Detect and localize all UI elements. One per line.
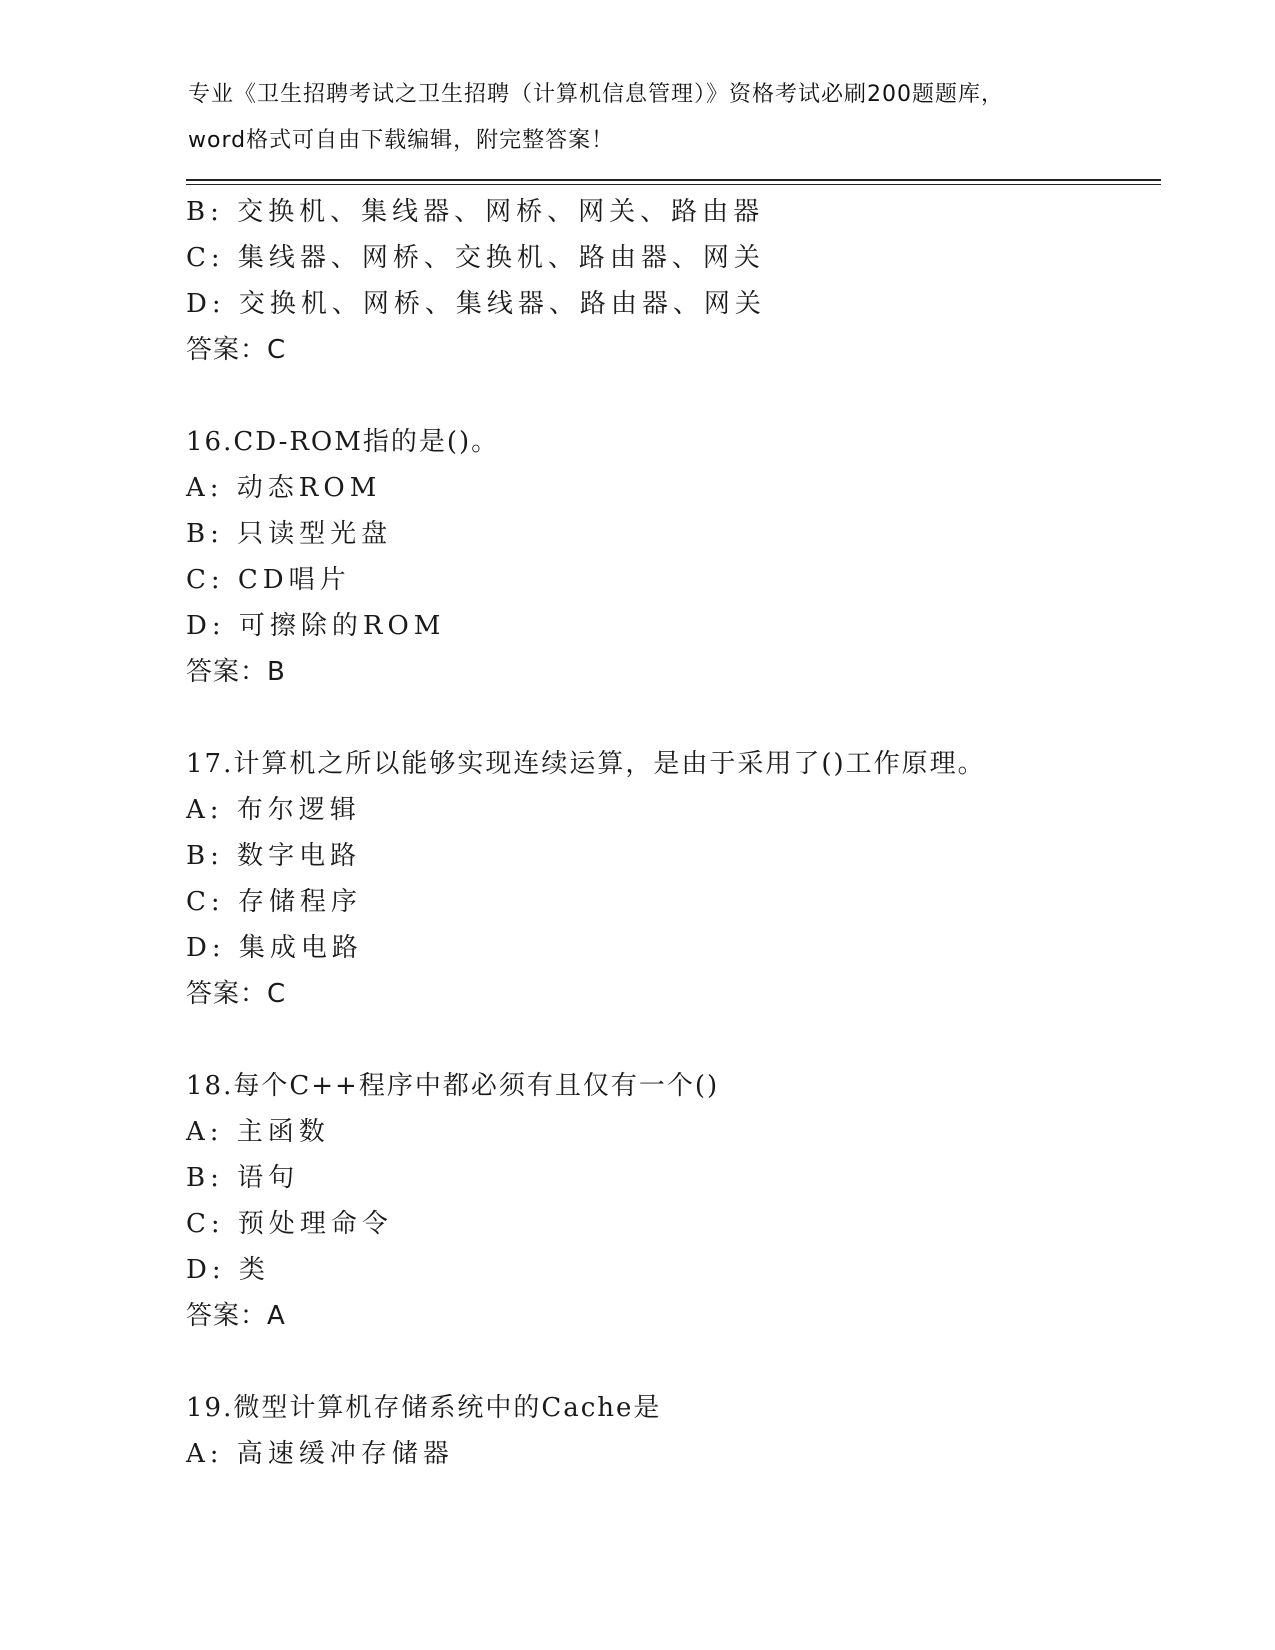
question-stem: 17.计算机之所以能够实现连续运算，是由于采用了()工作原理。 [186,749,986,779]
option-b: B: 交换机、集线器、网桥、网关、路由器 [186,197,765,227]
option-b: B: 语句 [186,1163,300,1193]
question-block-19 [186,1385,1161,1477]
document-header [188,72,1088,164]
question-stem: 19.微型计算机存储系统中的Cache是 [186,1393,662,1423]
answer-line: 答案：C [186,335,287,365]
option-c: C: CD唱片 [186,565,351,595]
question-block-18 [186,1063,1161,1339]
option-c: C: 集线器、网桥、交换机、路由器、网关 [186,243,765,273]
option-a: A: 动态ROM [186,473,382,503]
answer-line: 答案：B [186,657,286,687]
header-line-1: 专业《卫生招聘考试之卫生招聘（计算机信息管理）》资格考试必刷200题题库， [188,82,1004,107]
question-block-prev [186,189,1161,373]
option-b: B: 只读型光盘 [186,519,393,549]
question-stem: 16.CD-ROM指的是()。 [186,427,500,457]
spacer [186,1339,1161,1385]
option-a: A: 主函数 [186,1117,330,1147]
header-divider [186,179,1161,181]
question-list [186,189,1161,1477]
question-block-17 [186,741,1161,1017]
answer-line: 答案：C [186,979,287,1009]
header-line-2: word格式可自由下载编辑，附完整答案！ [188,128,615,153]
option-b: B: 数字电路 [186,841,362,871]
header-divider-thin [186,184,1161,185]
option-a: A: 高速缓冲存储器 [186,1439,454,1469]
option-d: D: 集成电路 [186,933,363,963]
spacer [186,1017,1161,1063]
option-d: D: 交换机、网桥、集线器、路由器、网关 [186,289,766,319]
option-c: C: 预处理命令 [186,1209,393,1239]
option-c: C: 存储程序 [186,887,362,917]
spacer [186,373,1161,419]
option-d: D: 可擦除的ROM [186,611,446,641]
question-block-16 [186,419,1161,695]
answer-line: 答案：A [186,1301,286,1331]
question-stem: 18.每个C++程序中都必须有且仅有一个() [186,1071,720,1101]
option-a: A: 布尔逻辑 [186,795,361,825]
option-d: D: 类 [186,1255,270,1285]
spacer [186,695,1161,741]
